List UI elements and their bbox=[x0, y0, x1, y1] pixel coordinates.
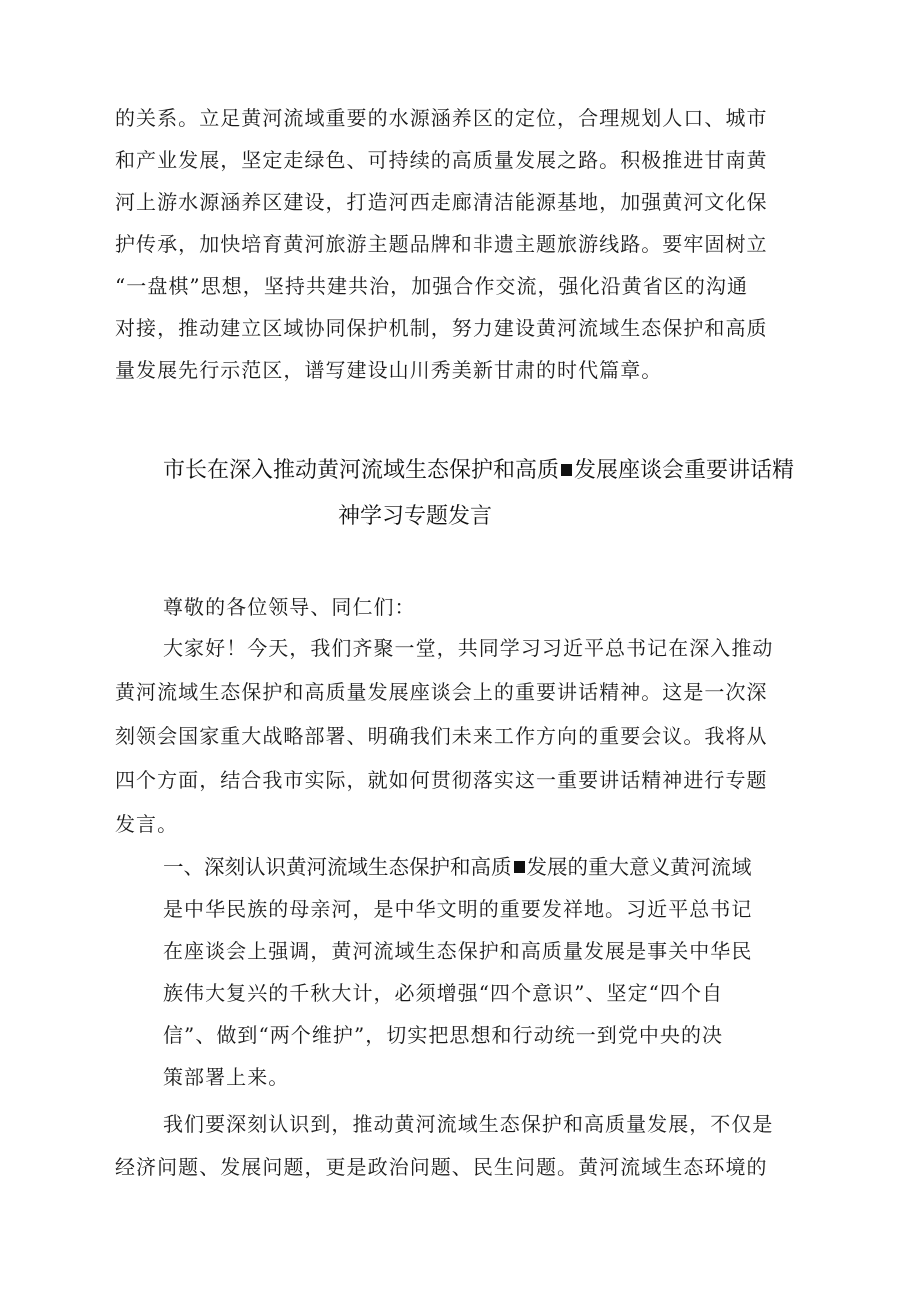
section-heading-text: 一、深刻认识黄河流域生态保护和高质 bbox=[163, 855, 512, 879]
section-heading-text: 发展的重大意义 bbox=[526, 855, 670, 879]
missing-glyph-mark bbox=[514, 861, 525, 873]
article-title-line-1 bbox=[163, 457, 794, 485]
intro-line: 的关系。立足黄河流域重要的水源涵养区的定位，合理规划人口、城市 bbox=[115, 106, 768, 130]
closing-line: 我们要深刻认识到，推动黄河流域生态保护和高质量发展，不仅是 bbox=[163, 1112, 774, 1136]
opening-line: 大家好！今天，我们齐聚一堂，共同学习习近平总书记在深入推动 bbox=[163, 636, 774, 660]
section-one-line: 族伟大复兴的千秋大计，必须增强“四个意识”、坚定“四个自 bbox=[163, 981, 724, 1005]
section-one-line: 是中华民族的母亲河，是中华文明的重要发祥地。习近平总书记 bbox=[163, 897, 753, 921]
closing-line: 经济问题、发展问题，更是政治问题、民生问题。黄河流域生态环境的 bbox=[115, 1155, 768, 1179]
section-body-start: 黄河流域 bbox=[670, 855, 752, 879]
intro-line: 量发展先行示范区，谱写建设山川秀美新甘肃的时代篇章。 bbox=[115, 358, 663, 382]
section-one-heading bbox=[163, 855, 827, 879]
section-one-line: 信”、做到“两个维护”，切实把思想和行动统一到党中央的决 bbox=[163, 1023, 724, 1047]
title-text: 市长在深入推动黄河流域生态保护和高质 bbox=[163, 458, 560, 483]
intro-line: 护传承，加快培育黄河旅游主题品牌和非遗主题旅游线路。要牢固树立 bbox=[115, 232, 768, 256]
intro-line: 和产业发展，坚定走绿色、可持续的高质量发展之路。积极推进甘南黄 bbox=[115, 148, 768, 172]
intro-line: 对接，推动建立区域协同保护机制，努力建设黄河流域生态保护和高质 bbox=[115, 316, 768, 340]
title-text: 发展座谈会重要讲话精 bbox=[574, 458, 795, 483]
intro-line: 河上游水源涵养区建设，打造河西走廊清洁能源基地，加强黄河文化保 bbox=[115, 190, 768, 214]
article-title-line-2: 神学习专题发言 bbox=[338, 504, 493, 529]
intro-line: “一盘棋”思想，坚持共建共治，加强合作交流，强化沿黄省区的沟通 bbox=[115, 274, 748, 298]
opening-line: 黄河流域生态保护和高质量发展座谈会上的重要讲话精神。这是一次深 bbox=[115, 680, 768, 704]
opening-line: 发言。 bbox=[115, 812, 179, 836]
section-one-line: 在座谈会上强调，黄河流域生态保护和高质量发展是事关中华民 bbox=[163, 939, 753, 963]
opening-line: 四个方面，结合我市实际，就如何贯彻落实这一重要讲话精神进行专题 bbox=[115, 768, 768, 792]
section-one-line: 策部署上来。 bbox=[163, 1065, 290, 1089]
opening-line: 刻领会国家重大战略部署、明确我们未来工作方向的重要会议。我将从 bbox=[115, 724, 768, 748]
salutation: 尊敬的各位领导、同仁们： bbox=[163, 595, 416, 619]
missing-glyph-mark bbox=[561, 464, 572, 476]
